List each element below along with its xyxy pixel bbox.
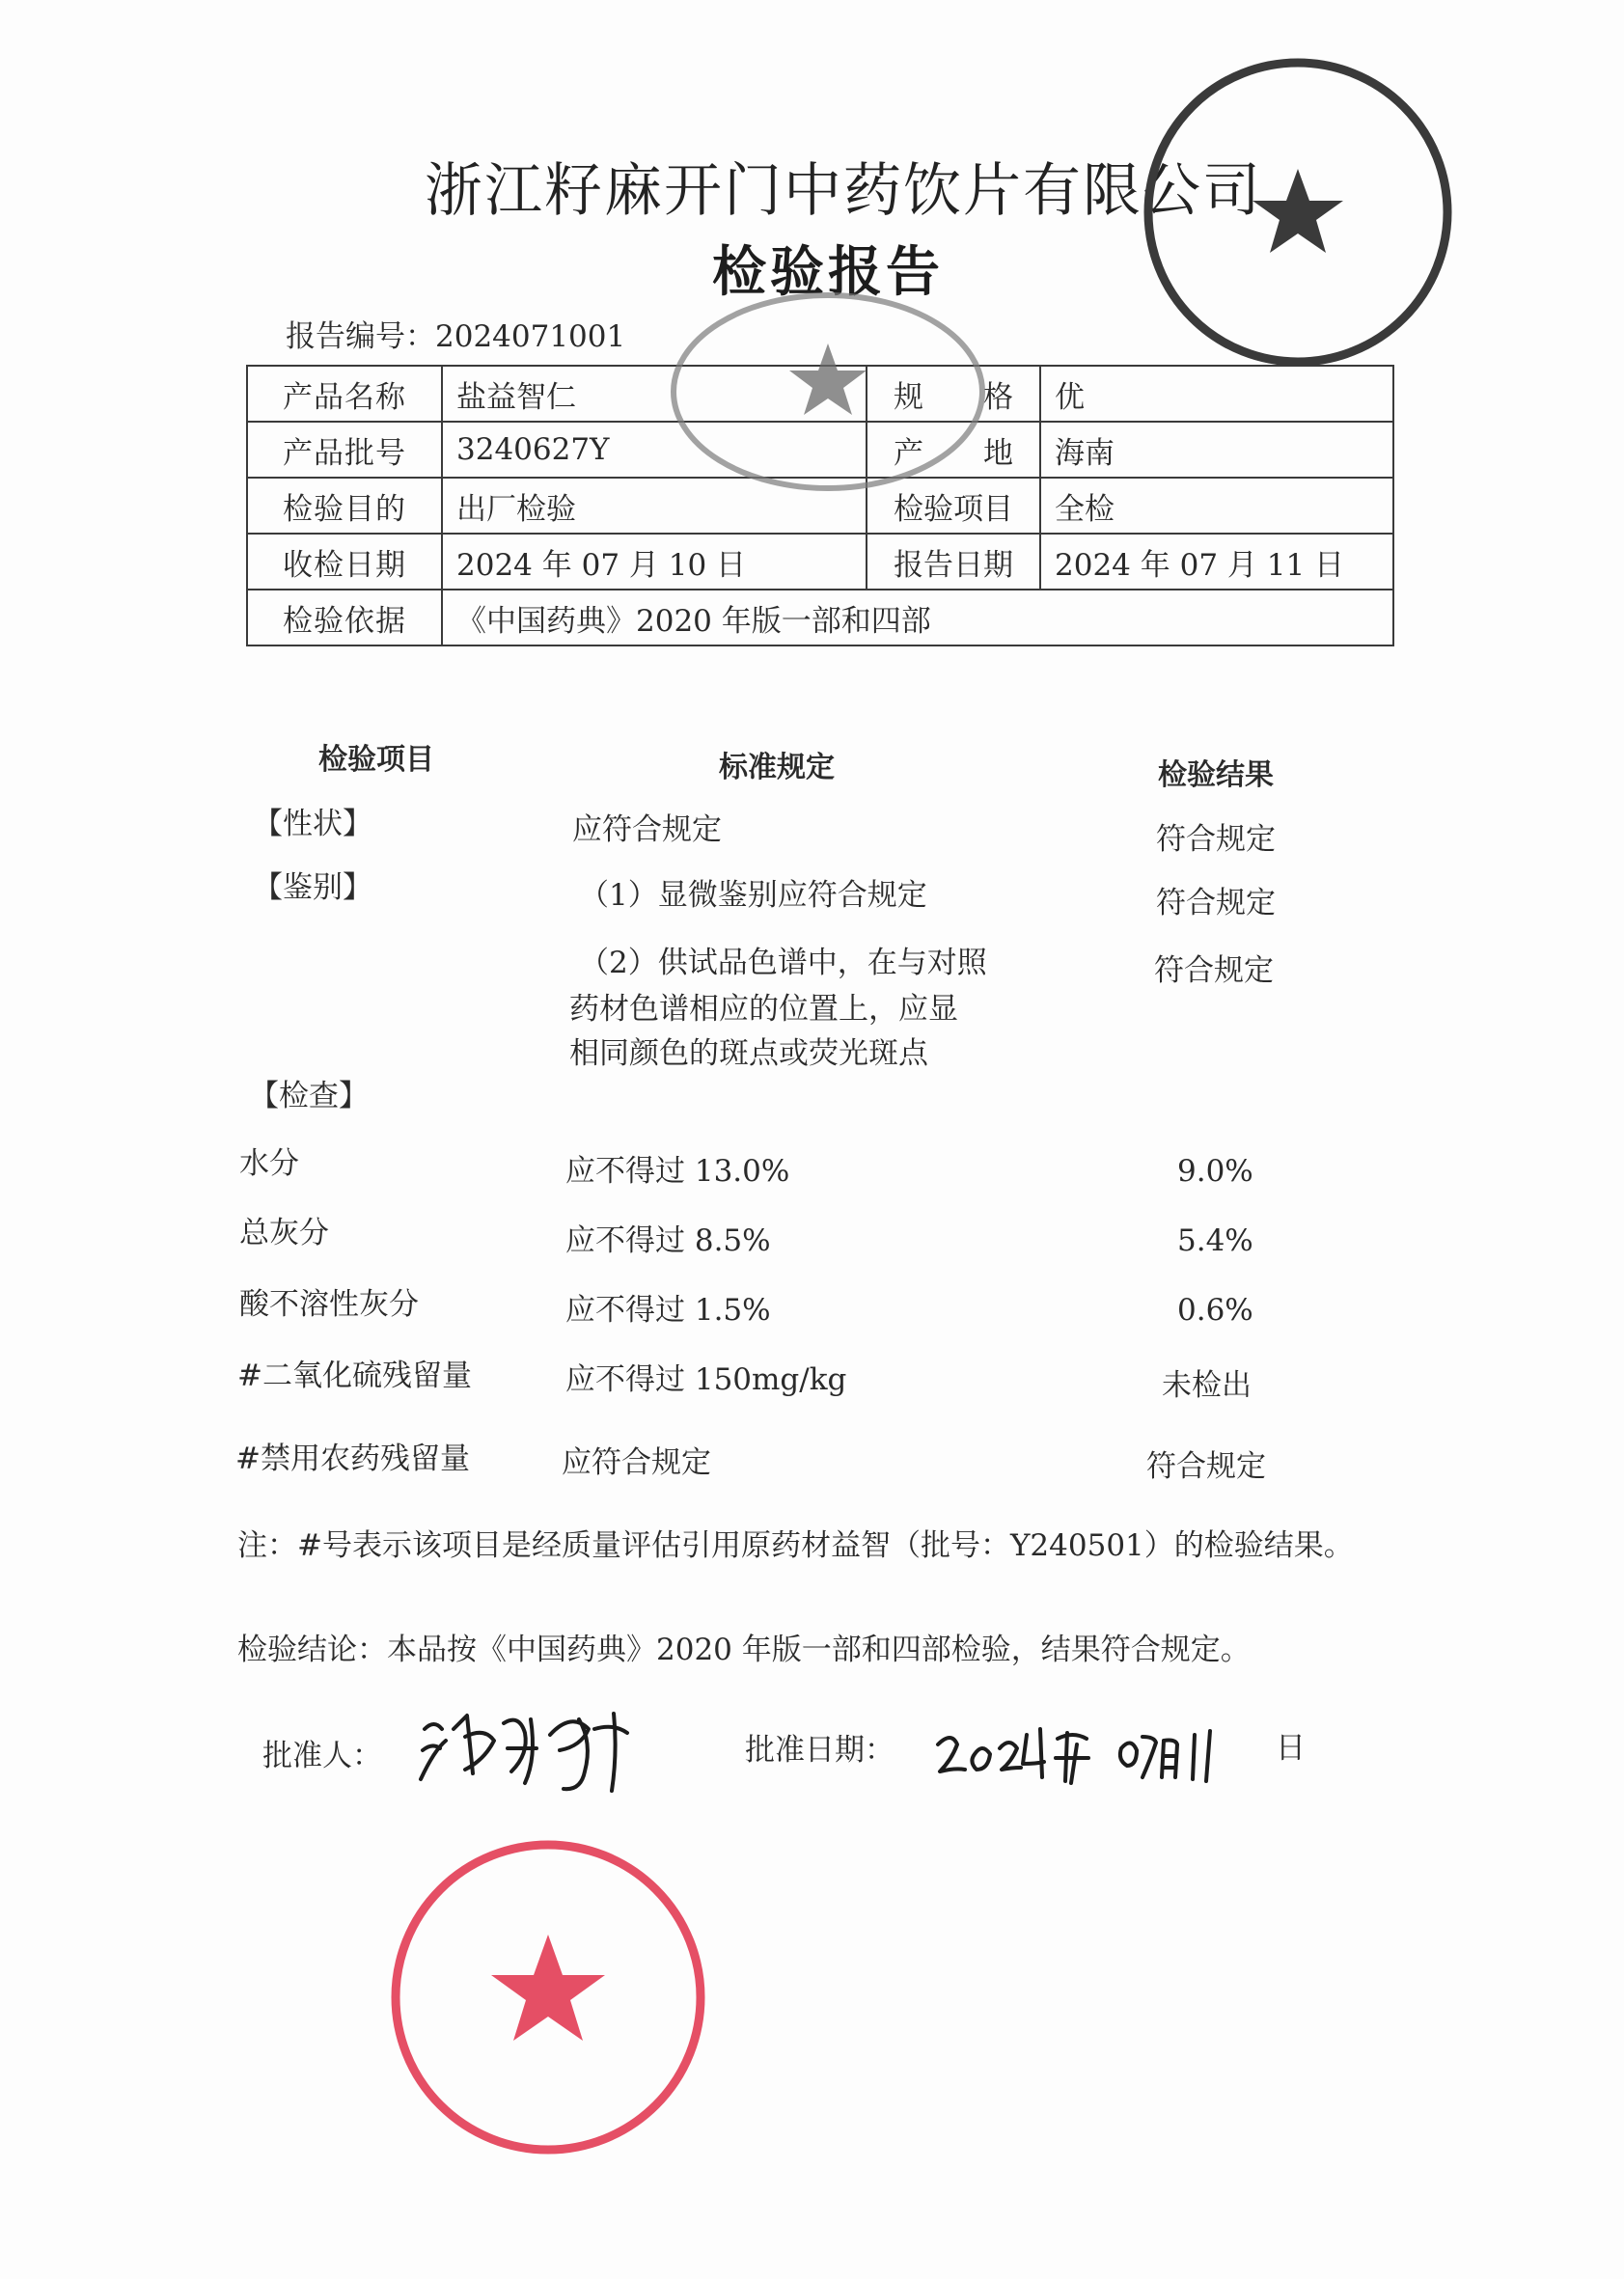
batch-label: 产品批号: [247, 422, 442, 478]
quality-inspection-stamp: [664, 286, 992, 498]
product-name-label: 产品名称: [247, 366, 442, 422]
purpose-value: 出厂检验: [442, 478, 867, 534]
result-standard-line: 相同颜色的斑点或荧光斑点: [569, 1036, 928, 1071]
result-item: 水分: [239, 1146, 299, 1181]
handwritten-date: [932, 1716, 1260, 1793]
approve-date-day-suffix: 日: [1276, 1731, 1306, 1766]
spec-value: 优: [1040, 366, 1393, 422]
results-col-item-header: 检验项目: [318, 743, 434, 777]
result-standard: 应符合规定: [572, 812, 722, 847]
company-seal-stamp: [1139, 53, 1457, 371]
info-row: [247, 590, 1393, 645]
purpose-label: 检验目的: [247, 478, 442, 534]
handwritten-signature: [415, 1690, 647, 1797]
result-value: 0.6%: [1177, 1293, 1253, 1328]
report-date-value: 2024 年 07 月 11 日: [1040, 534, 1393, 590]
spec-label: 规 格: [867, 366, 1040, 422]
result-standard: （1）显微鉴别应符合规定: [579, 878, 927, 913]
origin-value: 海南: [1040, 422, 1393, 478]
result-item: 【鉴别】: [253, 870, 372, 905]
result-value: 9.0%: [1177, 1154, 1253, 1189]
batch-value: 3240627Y: [442, 422, 867, 478]
result-standard: 应符合规定: [562, 1445, 711, 1480]
result-value: 符合规定: [1154, 953, 1274, 988]
result-standard-line: 药材色谱相应的位置上，应显: [569, 992, 958, 1027]
results-col-standard-header: 标准规定: [719, 751, 835, 784]
approve-date-label: 批准日期：: [745, 1733, 895, 1768]
item-value: 全检: [1040, 478, 1393, 534]
result-standard: 应不得过 1.5%: [565, 1293, 771, 1328]
result-section: 【检查】: [249, 1079, 369, 1113]
document-title: 检验报告: [712, 241, 944, 304]
footnote: 注：#号表示该项目是经质量评估引用原药材益智（批号：Y240501）的检验结果。: [237, 1528, 1354, 1563]
result-standard: 应不得过 150mg/kg: [565, 1362, 847, 1397]
item-label: 检验项目: [867, 478, 1040, 534]
result-item: #二氧化硫残留量: [237, 1359, 472, 1393]
result-item: #禁用农药残留量: [235, 1442, 470, 1476]
result-standard-line: （2）供试品色谱中，在与对照: [579, 946, 987, 980]
result-value: 符合规定: [1146, 1449, 1266, 1484]
result-value: 符合规定: [1156, 822, 1276, 857]
product-name-value: 盐益智仁: [442, 366, 867, 422]
basis-label: 检验依据: [247, 590, 442, 645]
result-standard: 应不得过 13.0%: [565, 1154, 790, 1189]
conclusion: 检验结论：本品按《中国药典》2020 年版一部和四部检验，结果符合规定。: [237, 1633, 1251, 1667]
result-value: 5.4%: [1177, 1223, 1253, 1258]
result-item: 酸不溶性灰分: [239, 1287, 419, 1322]
result-standard: 应不得过 8.5%: [565, 1223, 771, 1258]
basis-value: 《中国药典》2020 年版一部和四部: [442, 590, 1393, 645]
origin-label: 产 地: [867, 422, 1040, 478]
approver-label: 批准人：: [262, 1739, 382, 1773]
receive-date-value: 2024 年 07 月 10 日: [442, 534, 867, 590]
result-value: 符合规定: [1156, 886, 1276, 920]
quality-management-stamp: [384, 1833, 712, 2161]
report-number-value: 2024071001: [435, 319, 626, 354]
receive-date-label: 收检日期: [247, 534, 442, 590]
report-date-label: 报告日期: [867, 534, 1040, 590]
result-value: 未检出: [1162, 1368, 1252, 1403]
report-number: [286, 312, 625, 355]
company-name: 浙江籽麻开门中药饮片有限公司: [425, 157, 1262, 225]
result-item: 【性状】: [253, 807, 372, 841]
report-number-label: 报告编号：: [286, 319, 435, 354]
info-row: [247, 534, 1393, 590]
results-col-result-header: 检验结果: [1158, 758, 1274, 792]
result-item: 总灰分: [239, 1216, 329, 1250]
